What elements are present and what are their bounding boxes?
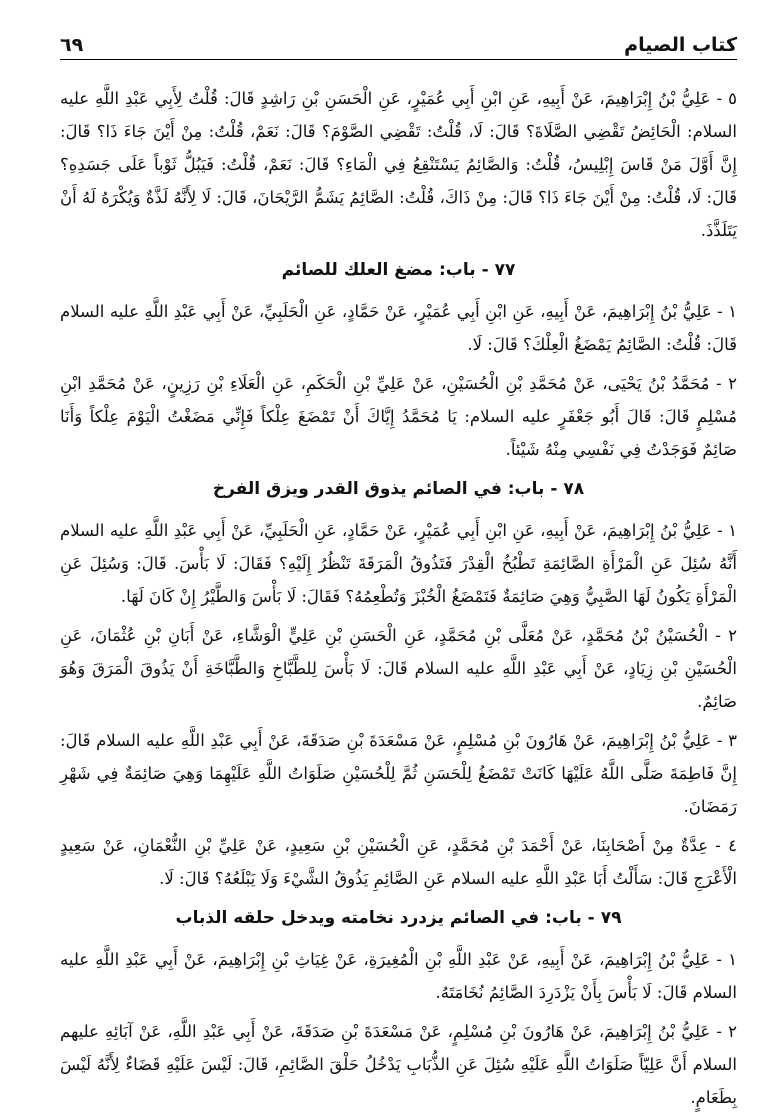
chapter-number: ٧٨ <box>563 479 585 499</box>
hadith-paragraph: ٥ - عَلِيُّ بْنُ إِبْرَاهِيمَ، عَنْ أَبِيهِ، عَنِ ابْنِ أَبِي عُمَيْرٍ، عَنِ الْحَسَنِ بْنِ رَاشِدٍ قَالَ: قُلْتُ لِأَبِي عَبْدِ اللَّهِ عليه السلام: الْحَائِضُ تَقْضِي الصَّلَاةَ؟ قَالَ: لَا، قُلْتُ: تَقْضِي الصَّوْمَ؟ قَالَ: نَعَمْ، قُلْتُ: مِنْ أَيْنَ جَاءَ ذَا؟ قَالَ: إِنَّ أَوَّلَ مَنْ قَاسَ إِبْلِيسُ، قُلْتُ: وَالصَّائِمُ يَسْتَنْقِعُ فِي الْمَاءِ؟ قَالَ: نَعَمْ، قُلْتُ: فَيَبُلُّ ثَوْباً عَلَى جَسَدِهِ؟ قَالَ: لَا، قُلْتُ: مِنْ أَيْنَ جَاءَ ذَا؟ قَالَ: مِنْ ذَاكَ، قُلْتُ: الصَّائِمُ يَشَمُّ الرَّيْحَانَ، قَالَ: لَا لِأَنَّهُ لَذَّةٌ وَيُكْرَهُ لَهُ أَنْ يَتَلَذَّذَ. <box>60 89 737 240</box>
chapter-heading <box>60 255 737 285</box>
chapter-title: - باب: مضغ العلك للصائم <box>281 260 489 280</box>
page-header <box>60 28 737 60</box>
hadith-paragraph: ٢ - الْحُسَيْنُ بْنُ مُحَمَّدٍ، عَنْ مُعَلَّى بْنِ مُحَمَّدٍ، عَنِ الْحَسَنِ بْنِ عَلِيٍّ الْوَشَّاءِ، عَنْ أَبَانِ بْنِ عُثْمَانَ، عَنِ الْحُسَيْنِ بْنِ زِيَادٍ، عَنْ أَبِي عَبْدِ اللَّهِ عليه السلام قَالَ: لَا بَأْسَ لِلطَّبَّاخِ وَالطَّبَّاخَةِ أَنْ يَذُوقَ الْمَرَقَ وَهُوَ صَائِمٌ. <box>60 626 737 711</box>
hadith-paragraph: ٤ - عِدَّةٌ مِنْ أَصْحَابِنَا، عَنْ أَحْمَدَ بْنِ مُحَمَّدٍ، عَنِ الْحُسَيْنِ بْنِ سَعِيدٍ، عَنْ عَلِيِّ بْنِ النُّعْمَانِ، عَنْ سَعِيدٍ الْأَعْرَجِ قَالَ: سَأَلْتُ أَبَا عَبْدِ اللَّهِ عليه السلام عَنِ الصَّائِمِ يَذُوقُ الشَّيْءَ وَلَا يَبْلَعُهُ؟ قَالَ: لَا. <box>60 836 737 888</box>
page <box>60 28 737 1120</box>
book-title: كتاب الصيام <box>624 34 737 56</box>
hadith-paragraph: ١ - عَلِيُّ بْنُ إِبْرَاهِيمَ، عَنْ أَبِيهِ، عَنْ عَبْدِ اللَّهِ بْنِ الْمُغِيرَةِ، عَنْ غِيَاثِ بْنِ إِبْرَاهِيمَ، عَنْ أَبِي عَبْدِ اللَّهِ عليه السلام قَالَ: لَا بَأْسَ بِأَنْ يَزْدَرِدَ الصَّائِمُ نُخَامَتَهُ. <box>60 950 737 1002</box>
page-content <box>60 82 737 1114</box>
hadith-paragraph: ٢ - مُحَمَّدُ بْنُ يَحْيَى، عَنْ مُحَمَّدِ بْنِ الْحُسَيْنِ، عَنْ عَلِيِّ بْنِ الْحَكَمِ، عَنِ الْعَلَاءِ بْنِ رَزِينٍ، عَنْ مُحَمَّدِ ابْنِ مُسْلِمٍ قَالَ: قَالَ أَبُو جَعْفَرٍ عليه السلام: يَا مُحَمَّدُ إِيَّاكَ أَنْ تَمْضَغَ عِلْكاً فَإِنِّي مَضَغْتُ الْيَوْمَ عِلْكاً وَأَنَا صَائِمٌ فَوَجَدْتُ فِي نَفْسِي مِنْهُ شَيْئاً. <box>60 374 737 459</box>
chapter-heading <box>60 903 737 933</box>
hadith-paragraph: ٣ - عَلِيُّ بْنُ إِبْرَاهِيمَ، عَنْ هَارُونَ بْنِ مُسْلِمٍ، عَنْ مَسْعَدَةَ بْنِ صَدَقَةَ، عَنْ أَبِي عَبْدِ اللَّهِ عليه السلام قَالَ: إِنَّ فَاطِمَةَ صَلَّى اللَّهُ عَلَيْهَا كَانَتْ تَمْضَغُ لِلْحَسَنِ ثُمَّ لِلْحُسَيْنِ صَلَوَاتُ اللَّهِ عَلَيْهِمَا وَهِيَ صَائِمَةٌ فِي شَهْرِ رَمَضَانَ. <box>60 731 737 816</box>
chapter-number: ٧٩ <box>600 908 622 928</box>
hadith-paragraph: ١ - عَلِيُّ بْنُ إِبْرَاهِيمَ، عَنْ أَبِيهِ، عَنِ ابْنِ أَبِي عُمَيْرٍ، عَنْ حَمَّادٍ، عَنِ الْحَلَبِيِّ، عَنْ أَبِي عَبْدِ اللَّهِ عليه السلام قَالَ: قُلْتُ: الصَّائِمُ يَمْضَغُ الْعِلْكَ؟ قَالَ: لَا. <box>60 302 737 354</box>
page-number: ٦٩ <box>60 34 84 56</box>
hadith-paragraph: ٢ - عَلِيُّ بْنُ إِبْرَاهِيمَ، عَنْ هَارُونَ بْنِ مُسْلِمٍ، عَنْ مَسْعَدَةَ بْنِ صَدَقَةَ، عَنْ أَبِي عَبْدِ اللَّهِ، عَنْ آبَائِهِ عليهم السلام أَنَّ عَلِيّاً صَلَوَاتُ اللَّهِ عَلَيْهِ سُئِلَ عَنِ الذُّبَابِ يَدْخُلُ حَلْقَ الصَّائِمِ، قَالَ: لَيْسَ عَلَيْهِ قَضَاءٌ لِأَنَّهُ لَيْسَ بِطَعَامٍ. <box>60 1022 737 1107</box>
chapter-number: ٧٧ <box>494 260 516 280</box>
hadith-paragraph: ١ - عَلِيُّ بْنُ إِبْرَاهِيمَ، عَنْ أَبِيهِ، عَنِ ابْنِ أَبِي عُمَيْرٍ، عَنْ حَمَّادٍ، عَنِ الْحَلَبِيِّ، عَنْ أَبِي عَبْدِ اللَّهِ عليه السلام أَنَّهُ سُئِلَ عَنِ الْمَرْأَةِ الصَّائِمَةِ تَطْبُخُ الْقِدْرَ فَتَذُوقُ الْمَرَقَةَ تَنْظُرُ إِلَيْهِ؟ فَقَالَ: لَا بَأْسَ. قَالَ: وَسُئِلَ عَنِ الْمَرْأَةِ يَكُونُ لَهَا الصَّبِيُّ وَهِيَ صَائِمَةٌ فَتَمْضَغُ الْخُبْزَ وَتُطْعِمُهُ؟ فَقَالَ: لَا بَأْسَ وَالطَّيْرُ إِنْ كَانَ لَهَا. <box>60 521 737 606</box>
chapter-heading <box>60 474 737 504</box>
chapter-title: - باب: في الصائم يزدرد نخامته ويدخل حلقه الذباب <box>175 908 595 928</box>
chapter-title: - باب: في الصائم يذوق القدر ويزق الفرخ <box>212 479 558 499</box>
